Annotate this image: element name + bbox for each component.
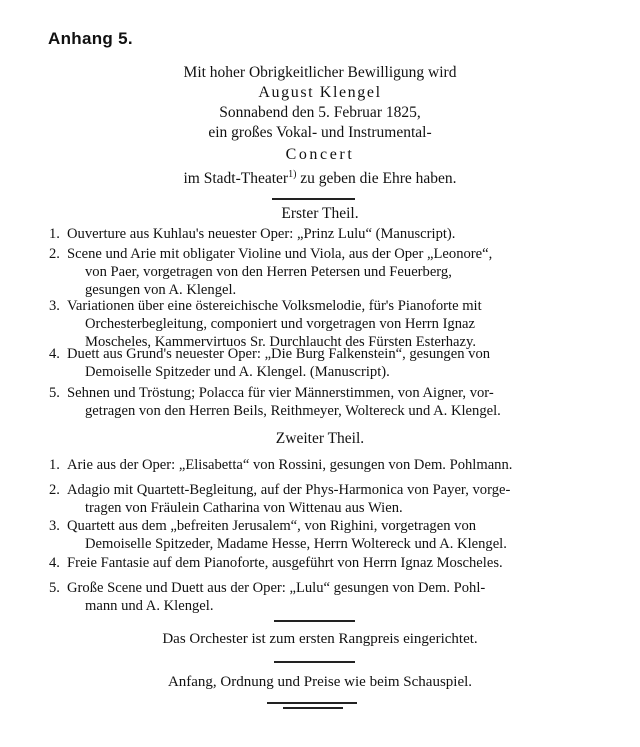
item-text-line: Ouverture aus Kuhlau's neuester Oper: „Prinz Lulu“ (Manuscript). — [67, 226, 456, 242]
part2-program-item — [49, 517, 594, 553]
item-text-line: Orchesterbegleitung, componiert und vorgetragen von Herrn Ignaz — [85, 316, 475, 332]
performer-name: August Klengel — [258, 84, 382, 101]
item-text-line: Freie Fantasie auf dem Pianoforte, ausgeführt von Herrn Ignaz Moscheles. — [67, 555, 503, 571]
item-number: 3. — [49, 298, 60, 314]
orchestra-note: Das Orchester ist zum ersten Rangpreis eingerichtet. — [162, 631, 478, 647]
item-text-line: Große Scene und Duett aus der Oper: „Lulu“ gesungen von Dem. Pohl- — [67, 580, 486, 596]
part1-program-item — [49, 297, 594, 351]
venue-suffix: zu geben die Ehre haben. — [300, 170, 457, 188]
part2-program-item — [49, 481, 594, 517]
item-text-line: Demoiselle Spitzeder, Madame Hesse, Herrn Woltereck und A. Klengel. — [85, 536, 507, 552]
appendix-label: Anhang 5. — [48, 29, 133, 48]
item-text-line: Sehnen und Tröstung; Polacca für vier Männerstimmen, von Aigner, vor- — [67, 385, 494, 401]
part2-heading: Zweiter Theil. — [275, 430, 365, 447]
double-rule-bottom — [283, 707, 343, 709]
part1-program-item — [49, 245, 594, 299]
part2-program-item — [49, 554, 594, 572]
start-note: Anfang, Ordnung und Preise wie beim Schauspiel. — [167, 674, 473, 690]
venue-line — [0, 169, 640, 188]
item-text-line: Variationen über eine östereichische Volksmelodie, für's Pianoforte mit — [67, 298, 482, 314]
item-text-line: Demoiselle Spitzeder und A. Klengel. (Manuscript). — [85, 364, 390, 380]
item-number: 1. — [49, 457, 60, 473]
part2-program-item — [49, 456, 594, 474]
item-text-line: Adagio mit Quartett-Begleitung, auf der Phys-Harmonica von Payer, vorge- — [67, 482, 511, 498]
divider-rule — [272, 198, 355, 200]
announcement-line-1: Mit hoher Obrigkeitlicher Bewilligung wird — [183, 64, 457, 81]
event-title: Concert — [285, 146, 355, 163]
item-text-line: von Paer, vorgetragen von den Herren Petersen und Feuerberg, — [85, 264, 452, 280]
item-text-line: gesungen von A. Klengel. — [85, 282, 237, 298]
footnote-mark: 1) — [288, 169, 297, 180]
item-number: 2. — [49, 246, 60, 262]
item-text-line: getragen von den Herren Beils, Reithmeyer, Woltereck und A. Klengel. — [85, 403, 501, 419]
item-number: 5. — [49, 385, 60, 401]
part1-program-item — [49, 345, 594, 381]
double-rule-top — [267, 702, 357, 704]
item-text-line: Duett aus Grund's neuester Oper: „Die Burg Falkenstein“, gesungen von — [67, 346, 491, 362]
item-number: 3. — [49, 518, 60, 534]
item-text-line: Quartett aus dem „befreiten Jerusalem“, von Righini, vorgetragen von — [67, 518, 477, 534]
item-text-line: Scene und Arie mit obligater Violine und Viola, aus der Oper „Leonore“, — [67, 246, 493, 262]
concert-date: Sonnabend den 5. Februar 1825, — [219, 104, 421, 121]
announcement-line-4: ein großes Vokal- und Instrumental- — [208, 124, 432, 141]
item-text-line: Moscheles, Kammervirtuos Sr. Durchlaucht des Fürsten Esterhazy. — [85, 334, 476, 350]
divider-rule — [274, 661, 355, 663]
item-number: 4. — [49, 346, 60, 362]
item-text-line: tragen von Fräulein Catharina von Wittenau aus Wien. — [85, 500, 403, 516]
part1-heading: Erster Theil. — [281, 205, 359, 222]
item-text-line: mann und A. Klengel. — [85, 598, 214, 614]
item-text-line: Arie aus der Oper: „Elisabetta“ von Rossini, gesungen von Dem. Pohlmann. — [67, 457, 513, 473]
item-number: 1. — [49, 226, 60, 242]
part1-program-item — [49, 384, 594, 420]
divider-rule — [274, 620, 355, 622]
venue-prefix: im Stadt-Theater — [183, 170, 289, 188]
item-number: 5. — [49, 580, 60, 596]
part1-program-item — [49, 225, 594, 243]
part2-program-item — [49, 579, 594, 615]
item-number: 4. — [49, 555, 60, 571]
item-number: 2. — [49, 482, 60, 498]
